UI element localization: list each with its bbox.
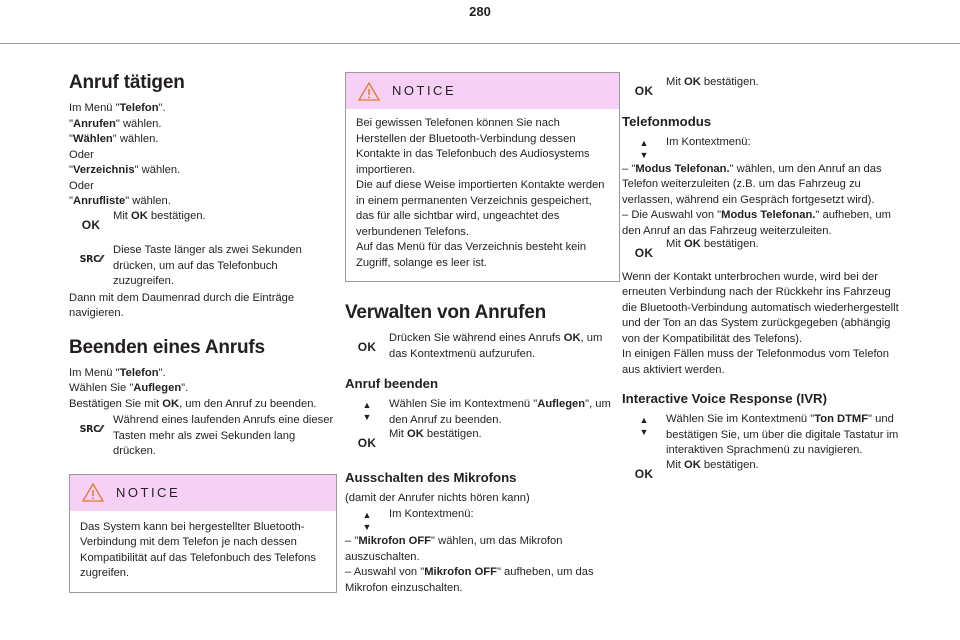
text-daumenrad: Dann mit dem Daumenrad durch die Einträge navigieren. bbox=[69, 291, 295, 319]
ok-instruction: OK Mit OK bestätigen. bbox=[81, 209, 206, 232]
src-instruction: SRC⁄⁄ Während eines laufenden Anrufs eine dieser Tasten mehr als zwei Sekunden lang drücken. bbox=[79, 414, 334, 457]
text-paragraph: Wenn der Kontakt unterbrochen wurde, wird bei der erneuten Verbindung nach der Rückkehr ins Fahrzeug die Bluetooth-Verbindung automatisch wiederhergestellt und der Ton an das System zurückgegeben (abhängig von der Kompatibilität des Telefons). bbox=[622, 270, 899, 345]
text-line: – Auswahl von "Mikrofon OFF" aufheben, um das Mikrofon einzuschalten. bbox=[345, 566, 594, 594]
text-line: "Wählen" wählen. bbox=[69, 133, 159, 145]
up-down-arrows-icon: ▲ ▼ bbox=[639, 415, 649, 437]
ok-button-icon: OK bbox=[634, 246, 654, 260]
notice-header bbox=[346, 73, 619, 109]
header-divider bbox=[0, 43, 960, 44]
warning-icon bbox=[346, 82, 392, 101]
notice-text: Das System kann bei hergestellter Bluetooth-Verbindung mit dem Telefon je nach dessen Kompatibilität auf das Telefonbuch des Telefons zugreifen. bbox=[80, 520, 316, 579]
src-button-icon: SRC⁄⁄ bbox=[79, 254, 103, 265]
heading-anruf-beenden: Anruf beenden bbox=[345, 376, 439, 391]
text-line: Wählen Sie "Auflegen". bbox=[69, 382, 189, 394]
ok-button-icon: OK bbox=[634, 84, 654, 98]
ok-instruction: OK Mit OK bestätigen. bbox=[634, 458, 759, 481]
ok-button-icon: OK bbox=[357, 340, 377, 354]
src-button-icon: SRC⁄⁄ bbox=[79, 424, 103, 435]
heading-ausschalten-mikrofon: Ausschalten des Mikrofons bbox=[345, 469, 517, 485]
text-line: "Anrufliste" wählen. bbox=[69, 195, 171, 207]
ok-button-icon: OK bbox=[634, 466, 654, 481]
text-paragraph: In einigen Fällen muss der Telefonmodus vom Telefon aus aktiviert werden. bbox=[622, 348, 889, 376]
ok-instruction: OK Mit OK bestätigen. bbox=[357, 428, 482, 450]
column-1 bbox=[69, 56, 337, 601]
arrows-instruction: ▲ ▼ Im Kontextmenü: bbox=[639, 135, 751, 160]
text-line: – "Modus Telefonan." wählen, um den Anruf an das Telefon weiterzuleiten (z.B. um das Fahrzeug zu verlassen, während ein Gespräch fortgesetzt wird). bbox=[622, 162, 882, 206]
src-instruction: SRC⁄⁄ Diese Taste länger als zwei Sekunden drücken, um auf das Telefonbuch zuzugreifen. bbox=[79, 244, 302, 287]
notice-text: Bei gewissen Telefonen können Sie nach Herstellen der Bluetooth-Verbindung dessen Kontakte in das Telefonbuch des Audiosystems importieren. Die auf diese Weise importierten Kontakte werden in einem permanenten Verzeichnis gespeichert, das für alle sichtbar wird, ungeachtet des verbundenen Telefons. Auf das Menü für das Verzeichnis besteht kein Zugriff, solange es leer ist. bbox=[356, 117, 605, 269]
column-2 bbox=[345, 72, 620, 596]
notice-box bbox=[345, 72, 620, 282]
heading-ivr: Interactive Voice Response (IVR) bbox=[622, 391, 827, 406]
ok-instruction: OK Mit OK bestätigen. bbox=[634, 76, 759, 98]
text-line: Im Menü "Telefon". bbox=[69, 102, 166, 114]
heading-verwalten-von-anrufen: Verwalten von Anrufen bbox=[345, 302, 546, 323]
text-line: Im Menü "Telefon". bbox=[69, 366, 166, 379]
text-line: "Anrufen" wählen. bbox=[69, 117, 162, 130]
ok-button-icon: OK bbox=[81, 217, 101, 232]
ok-instruction: OK Drücken Sie während eines Anrufs OK, um das Kontextmenü aufzurufen. bbox=[357, 332, 603, 360]
text-line: – "Mikrofon OFF" wählen, um das Mikrofon auszuschalten. bbox=[345, 535, 563, 563]
text-line: – Die Auswahl von "Modus Telefonan." aufheben, um den Anruf an das Fahrzeug weiterzuleiten. bbox=[622, 209, 891, 237]
up-down-arrows-icon: ▲ ▼ bbox=[639, 137, 649, 160]
up-down-arrows-icon: ▲ ▼ bbox=[362, 400, 372, 422]
notice-title: NOTICE bbox=[116, 484, 181, 500]
heading-anruf-taetigen: Anruf tätigen bbox=[69, 72, 185, 93]
notice-title: NOTICE bbox=[392, 83, 457, 99]
arrows-instruction: ▲ ▼ Wählen Sie im Kontextmenü "Ton DTMF" und bestätigen Sie, um über die digitale Tastatur im interaktiven Sprachmenü zu navigieren. bbox=[639, 413, 899, 456]
heading-beenden-eines-anrufs: Beenden eines Anrufs bbox=[69, 336, 265, 358]
text-line: Oder bbox=[69, 179, 94, 192]
text-line: Oder bbox=[69, 148, 94, 161]
warning-icon bbox=[70, 483, 116, 502]
notice-header bbox=[70, 475, 336, 511]
arrows-instruction: ▲ ▼ Wählen Sie im Kontextmenü "Auflegen", um den Anruf zu beenden. bbox=[362, 398, 611, 426]
arrows-instruction: ▲ ▼ Im Kontextmenü: bbox=[362, 508, 474, 532]
notice-box bbox=[69, 474, 337, 593]
ok-button-icon: OK bbox=[357, 436, 377, 450]
ok-instruction: OK Mit OK bestätigen. bbox=[634, 238, 759, 260]
heading-telefonmodus: Telefonmodus bbox=[622, 113, 712, 129]
text-line: Bestätigen Sie mit OK, um den Anruf zu beenden. bbox=[69, 397, 317, 410]
text-line: "Verzeichnis" wählen. bbox=[69, 164, 181, 176]
text-line: (damit der Anrufer nichts hören kann) bbox=[345, 491, 530, 504]
column-3 bbox=[622, 74, 902, 483]
page-number: 280 bbox=[469, 4, 491, 19]
up-down-arrows-icon: ▲ ▼ bbox=[362, 510, 372, 532]
